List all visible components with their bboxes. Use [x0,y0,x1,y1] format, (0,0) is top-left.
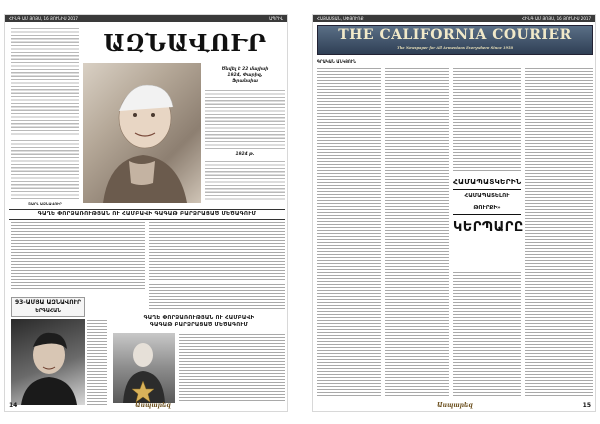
feature-headline-line3: ԿԵՐՊԱՐԸ [453,220,524,235]
section-label: ԳՐԱԿԱՆ ԱՆԿՅՈՒՆ [317,59,356,64]
feature-headline-block [453,175,524,267]
right-column-3-top [453,67,521,173]
bullet-list [149,283,285,309]
left-page-header [5,15,287,22]
article-column-2 [149,221,285,281]
birth-year: 1924 թ. [235,152,255,157]
star-photo-illustration [113,333,175,403]
left-footer-logo: Ասպարեզ [135,402,171,409]
feature-headline-line2: ՀԱՄԱՊԱՏԵԼՈՒ ԹՈՒՐՔԻ» [453,189,521,215]
portrait-illustration [83,63,201,203]
masthead-title: THE CALIFORNIA COURIER [338,27,572,43]
headline-two-line1: ԳԱՂԵ ՓՈՐՁԱՌՈՒԹՅԱՆ ՈՒ ՀԱՄԲԱՎԻ [143,315,255,321]
caption-tail-text [205,160,285,200]
photo-side-text [87,319,107,405]
page-title: ԱԶՆԱՎՈՒՐ [103,30,267,57]
right-page-header [313,15,595,22]
left-page [4,14,288,412]
caption-body-text [205,89,285,149]
right-page-number: 15 [582,402,591,409]
right-page [312,14,596,412]
right-column-1 [317,67,381,397]
star-photo [113,333,175,403]
right-header-section: ՀԱՅԱՍՏԱՆ, ՍՓՅՈՒՌՔ [317,16,364,21]
right-column-2 [385,67,449,397]
headline-two-line2: ԳԱԳԱԹ ԲԱՐՁՐԱՑԱԾ ՄԵԾԱԳՈՒՄ [149,322,249,328]
left-sidebar-text [11,139,79,199]
birth-caption [205,67,285,85]
caption-line: Ֆրանսիա [232,79,258,84]
masthead [317,25,593,55]
left-page-number: 14 [9,402,18,409]
right-footer-logo: Ասպարեզ [437,402,473,409]
right-column-4 [525,67,593,397]
left-intro-column [11,27,79,135]
sidebar-signature: ՇԱՐԼ ԱԶՆԱՎՈՒՐ [28,201,62,206]
caption-line: Ծնվել է 22 մայիսի [221,67,269,72]
feature-box-heading: 93-ԱՄՅԱ ԱԶՆԱՎՈՒՐ [14,299,82,306]
masthead-subtitle: The Newspaper for All Armenians Everywhere Since 1958 [397,46,513,50]
main-portrait-photo [83,63,201,203]
article-column-1 [11,221,145,291]
right-header-date: ՀԻՆԳ ԱՄ ՅՈՅՍ, 16 ՅՈՒՆԻՍ 2017 [522,16,591,21]
caption-line: 1924, Փարիզ, [227,73,263,78]
left-header-date: ՀԻՆԳ ԱՄ ՅՈՅՍ, 16 ՅՈՒՆԻՍ 2017 [9,16,78,21]
young-portrait-photo [11,319,85,405]
feature-box-title [11,297,85,317]
bottom-article-text [179,333,285,403]
portrait-caption-column [205,67,285,203]
headline-two [113,315,285,329]
headline-one: ԳԱՂԵ ՓՈՐՁԱՌՈՒԹՅԱՆ ՈՒ ՀԱՄԲԱՎԻ ԳԱԳԱԹ ԲԱՐՁՐԱՑԱԾ ՄԵԾԱԳՈՒՄ [9,209,285,220]
feature-box-subheading: ԵՐԳԱՀԱՆ [35,308,61,314]
feature-headline-line1: ՀԱՄԱՊԱՏԿԵՐԻՆ [453,177,522,186]
left-header-section: ԱՊՐԻԼ [269,16,283,21]
right-column-3-bottom [453,271,521,397]
young-portrait-illustration [11,319,85,405]
